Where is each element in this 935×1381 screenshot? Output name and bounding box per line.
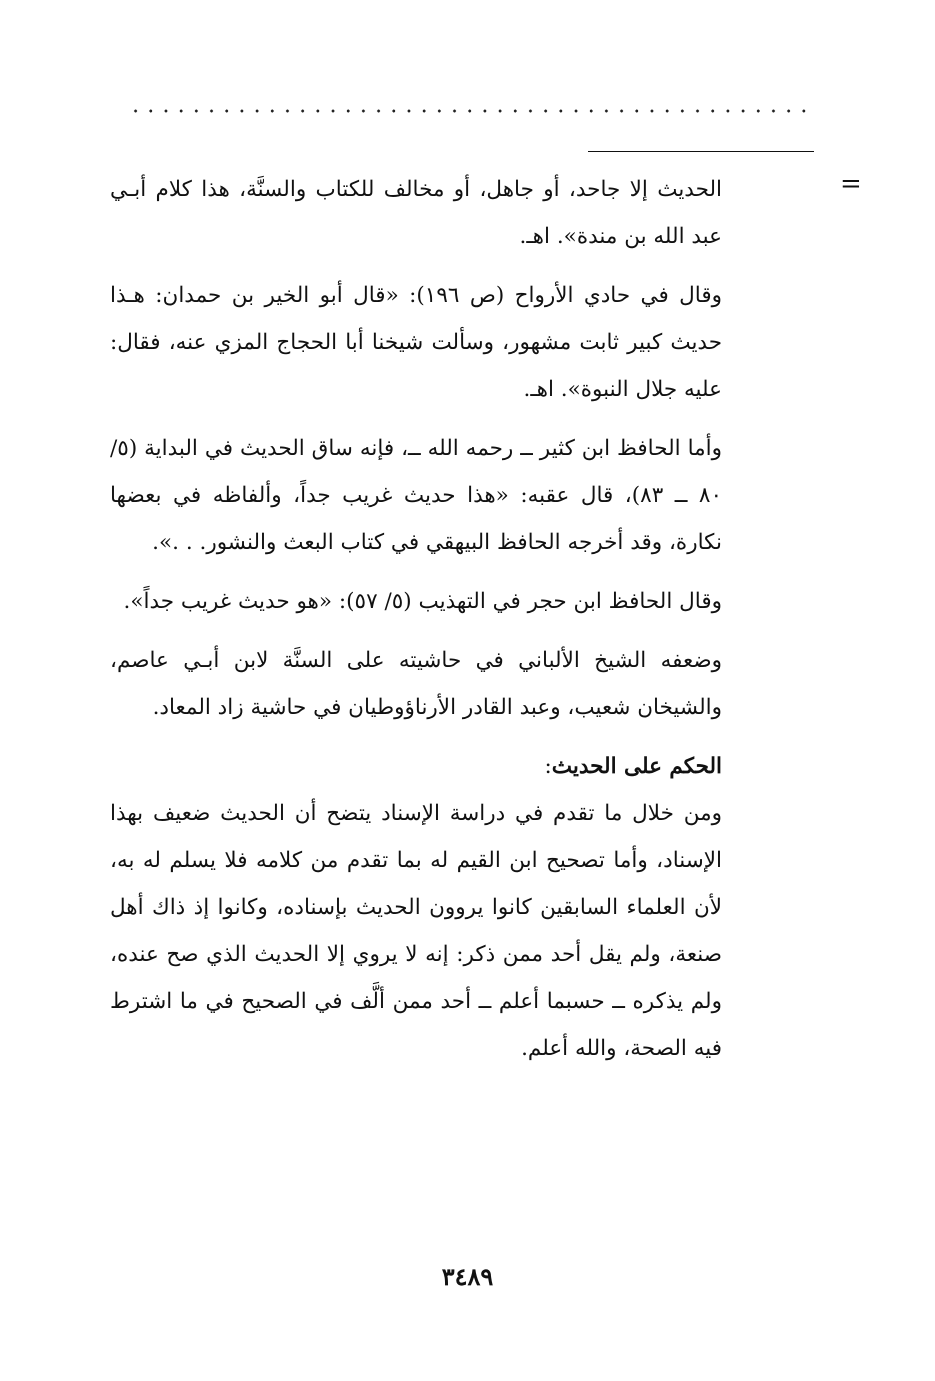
footnote-paragraph-3: وأما الحافظ ابن كثير ــ رحمه الله ــ، فإنه ساق الحديث في البداية (٥/ ٨٠ ــ ٨٣)، قال عقبه: «هذا حديث غريب جداً، وألفاظه في بعضها نكارة، وقد أخرجه الحافظ البيهقي في كتاب البعث والنشور. . .». <box>110 436 722 555</box>
footnote-paragraph-5: وضعفه الشيخ الألباني في حاشيته على السنَّة لابن أبـي عاصم، والشيخان شعيب، وعبد القادر الأرناؤوطيان في حاشية زاد المعاد. <box>110 648 722 720</box>
page-number: ٣٤٨٩ <box>441 1262 494 1291</box>
footnote-paragraph-4: وقال الحافظ ابن حجر في التهذيب (٥/ ٥٧): «هو حديث غريب جداً». <box>123 589 722 614</box>
footnote-paragraph-1: الحديث إلا جاحد، أو جاهل، أو مخالف للكتاب والسنَّة، هذا كلام أبـي عبد الله بن مندة». اهـ. <box>110 177 722 249</box>
footnote-paragraph-2: وقال في حادي الأرواح (ص ١٩٦): «قال أبو الخير بن حمدان: هـذا حديث كبير ثابت مشهور، وسألت شيخنا أبا الحجاج المزي عنه، فقال: عليه جلال النبوة». اهـ. <box>110 283 722 402</box>
ruling-paragraph: ومن خلال ما تقدم في دراسة الإسناد يتضح أن الحديث ضعيف بهذا الإسناد، وأما تصحيح ابن القيم له بما تقدم من كلامه فلا يسلم له به، لأن العلماء السابقين كانوا يروون الحديث بإسناده، وكانوا إذ ذاك أهل صنعة، ولم يقل أحد ممن ذكر: إنه لا يروي إلا الحديث الذي صح عنده، ولم يذكره ــ حسبما أعلم ــ أحد ممن ألَّف في الصحيح في ما اشترط فيه الصحة، والله أعلم. <box>110 801 722 1061</box>
section-heading <box>110 743 722 790</box>
footnote-body <box>110 166 722 1084</box>
section-heading-colon: : <box>544 754 552 779</box>
footnote-rule <box>588 151 814 152</box>
dotted-separator <box>128 108 813 114</box>
continuation-mark: = <box>840 169 862 199</box>
section-heading-text: الحكم على الحديث <box>551 754 722 779</box>
